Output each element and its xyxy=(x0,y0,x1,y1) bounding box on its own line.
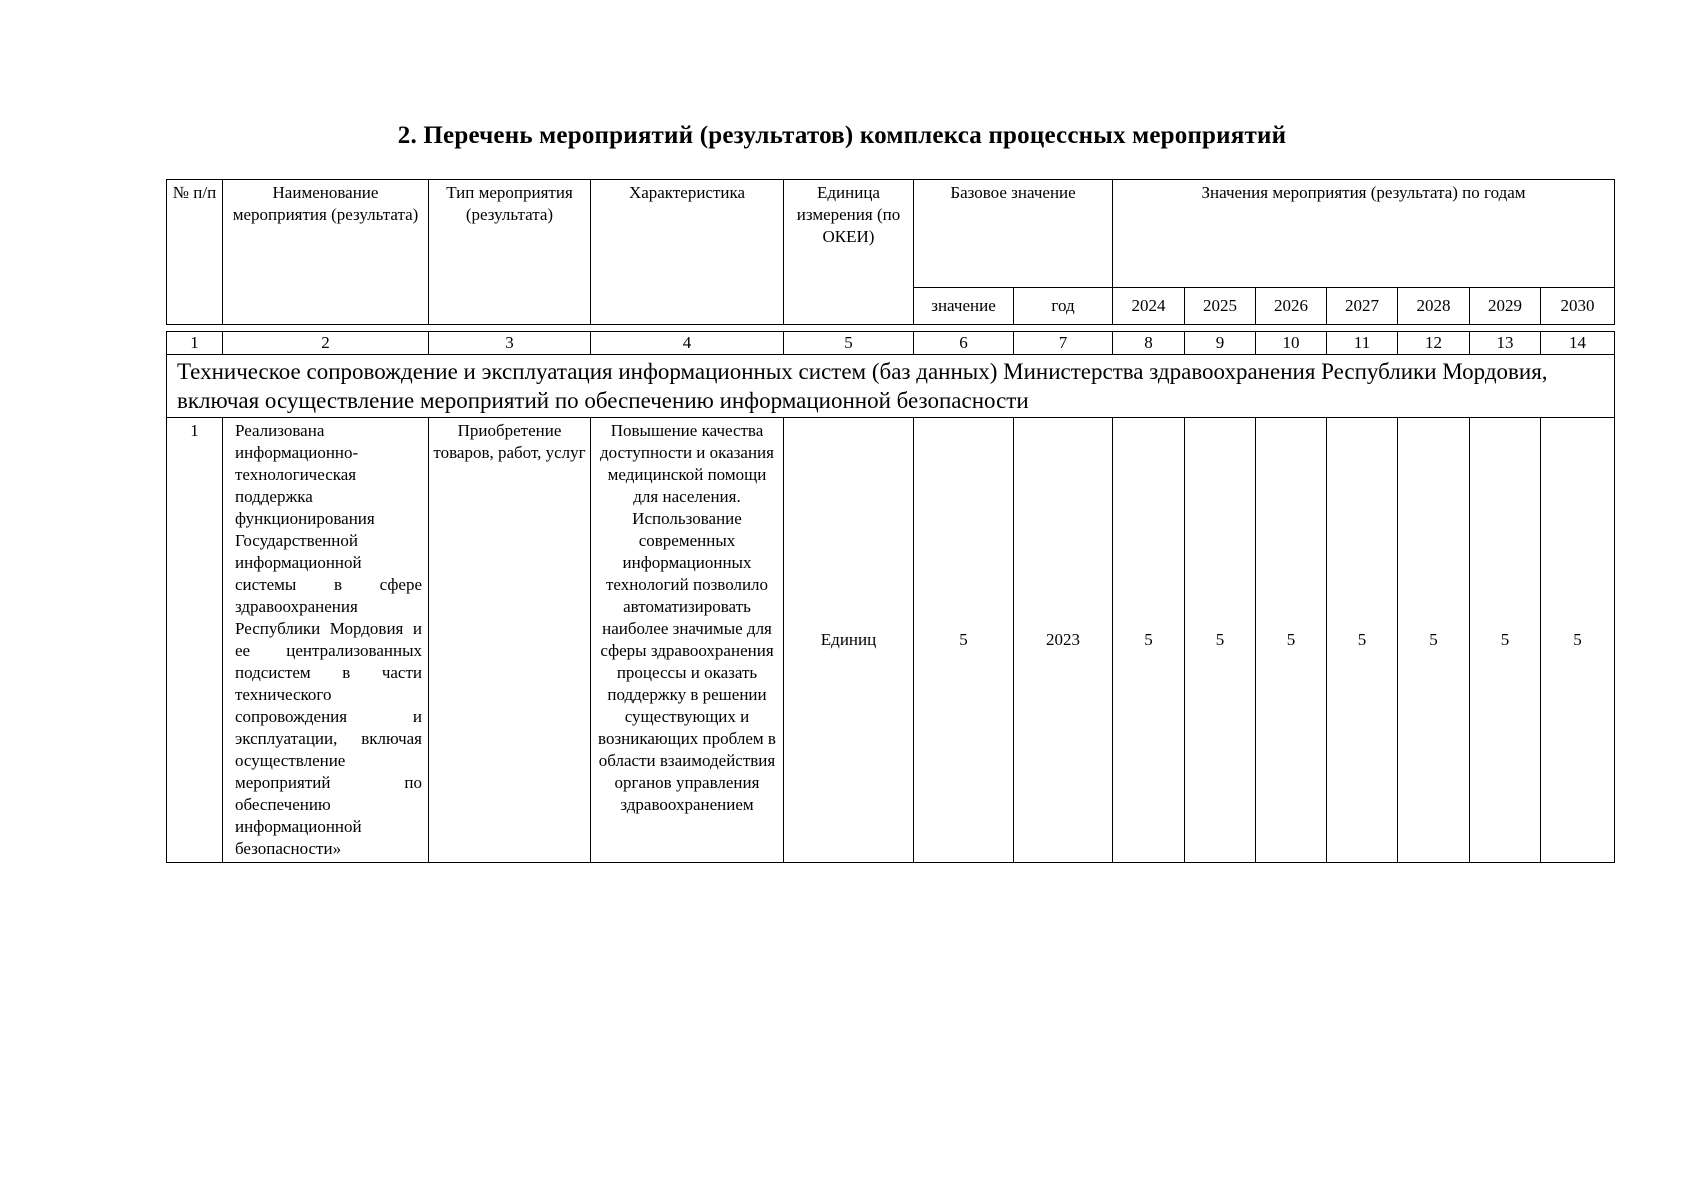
header-unit: Единица измерения (по ОКЕИ) xyxy=(784,180,914,325)
header-base: Базовое значение xyxy=(914,180,1113,288)
header-base-value: значение xyxy=(914,288,1014,325)
column-number: 9 xyxy=(1185,332,1256,355)
column-number: 10 xyxy=(1256,332,1327,355)
row-year-value: 5 xyxy=(1541,418,1615,863)
measures-table xyxy=(166,179,1615,863)
row-year-value: 5 xyxy=(1398,418,1470,863)
table-row xyxy=(167,418,1615,863)
header-year: 2026 xyxy=(1256,288,1327,325)
header-years-group: Значения мероприятия (результата) по годам xyxy=(1113,180,1615,288)
header-row xyxy=(167,180,1615,288)
row-no: 1 xyxy=(167,418,223,863)
row-year-value: 5 xyxy=(1327,418,1398,863)
column-number: 6 xyxy=(914,332,1014,355)
header-year: 2024 xyxy=(1113,288,1185,325)
row-base-value: 5 xyxy=(914,418,1014,863)
column-number: 13 xyxy=(1470,332,1541,355)
spacer-cell xyxy=(167,325,1615,332)
row-year-value: 5 xyxy=(1185,418,1256,863)
header-characteristic: Характеристика xyxy=(591,180,784,325)
row-name: Реализована информационно-технологическая поддержка функционирования Государственной информационной системы в сфере здравоохранения Республики Мордовия и ее централизованных подсистем в части технического сопровождения и эксплуатации, включая осуществление мероприятий по обеспечению информационной безопасности» xyxy=(223,418,429,863)
column-number: 7 xyxy=(1014,332,1113,355)
table-spacer xyxy=(167,325,1615,332)
column-numbers-row xyxy=(167,332,1615,355)
header-no: № п/п xyxy=(167,180,223,325)
row-unit: Единиц xyxy=(784,418,914,863)
section-row xyxy=(167,355,1615,418)
header-name: Наименование мероприятия (результата) xyxy=(223,180,429,325)
row-type: Приобретение товаров, работ, услуг xyxy=(429,418,591,863)
page-title: 2. Перечень мероприятий (результатов) комплекса процессных мероприятий xyxy=(397,122,1287,149)
column-number: 4 xyxy=(591,332,784,355)
header-year: 2025 xyxy=(1185,288,1256,325)
column-number: 8 xyxy=(1113,332,1185,355)
header-year: 2029 xyxy=(1470,288,1541,325)
row-base-year: 2023 xyxy=(1014,418,1113,863)
column-number: 3 xyxy=(429,332,591,355)
header-year: 2027 xyxy=(1327,288,1398,325)
header-type: Тип мероприятия (результата) xyxy=(429,180,591,325)
column-number: 12 xyxy=(1398,332,1470,355)
header-year: 2030 xyxy=(1541,288,1615,325)
row-year-value: 5 xyxy=(1470,418,1541,863)
section-title: Техническое сопровождение и эксплуатация информационных систем (баз данных) Министерства здравоохранения Республики Мордовия, включая осуществление мероприятий по обеспечению информационной безопасности xyxy=(167,355,1615,418)
column-number: 11 xyxy=(1327,332,1398,355)
row-year-value: 5 xyxy=(1256,418,1327,863)
header-base-year: год xyxy=(1014,288,1113,325)
header-year: 2028 xyxy=(1398,288,1470,325)
column-number: 1 xyxy=(167,332,223,355)
column-number: 14 xyxy=(1541,332,1615,355)
row-year-value: 5 xyxy=(1113,418,1185,863)
column-number: 2 xyxy=(223,332,429,355)
row-characteristic: Повышение качества доступности и оказания медицинской помощи для населения. Использование современных информационных технологий позволило автоматизировать наиболее значимые для сферы здравоохранения процессы и оказать поддержку в решении существующих и возникающих проблем в области взаимодействия органов управления здравоохранением xyxy=(591,418,784,863)
column-number: 5 xyxy=(784,332,914,355)
